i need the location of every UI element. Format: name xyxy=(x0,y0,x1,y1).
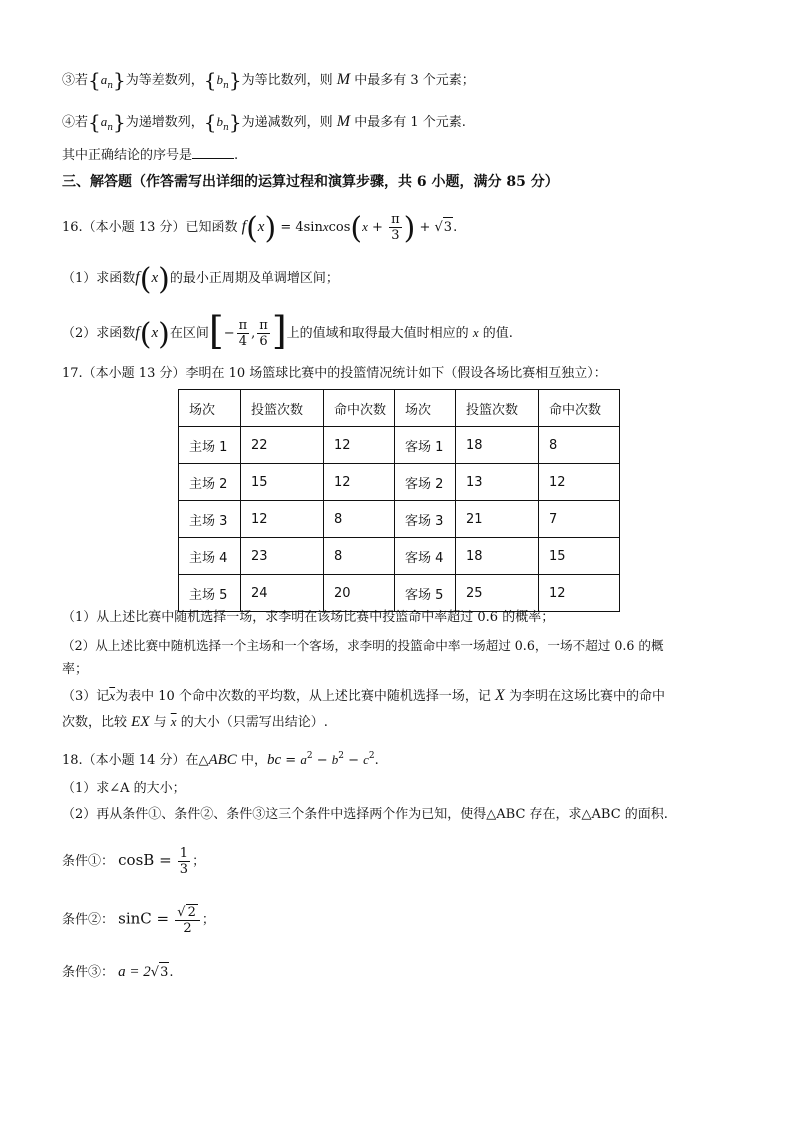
q17-part2-line1: （2）从上述比赛中随机选择一个主场和一个客场，求李明的投篮命中率一场超过 0.6，一场不超过 0.6 的概 xyxy=(62,638,664,653)
condition-1: 条件①： cosB = $\frac{1}{3}$ ； xyxy=(62,846,206,877)
table-cell: 12 xyxy=(324,464,395,501)
table-cell: 主场 1 xyxy=(179,427,241,464)
q17-part2-line2: 率； xyxy=(62,662,89,677)
q17-stem: 17.（本小题 13 分）李明在 10 场篮球比赛中的投篮情况统计如下（假设各场比赛相互独立）： xyxy=(62,366,607,381)
table-cell: 12 xyxy=(324,427,395,464)
table-header-cell: 场次 xyxy=(395,390,456,427)
table-cell: 12 xyxy=(241,501,324,538)
table-cell: 8 xyxy=(324,538,395,575)
table-cell: 客场 5 xyxy=(395,575,456,612)
table-cell: 18 xyxy=(456,538,539,575)
table-row xyxy=(179,427,620,464)
condition-3: 条件③： a = 2√3. xyxy=(62,962,174,983)
item-3: ③若$\{a_n\}$为等差数列，$\{b_n\}$为等比数列，则 M 中最多有 3 个元素； xyxy=(62,68,475,92)
table-row xyxy=(179,501,620,538)
q18-stem: 18.（本小题 14 分）在△ABC 中，bc = $a^2 - b^2 - c^2$. xyxy=(62,751,379,768)
table-header-cell: 场次 xyxy=(179,390,241,427)
table-header-cell: 命中次数 xyxy=(539,390,620,427)
table-cell: 23 xyxy=(241,538,324,575)
table-cell: 8 xyxy=(324,501,395,538)
table-cell: 主场 3 xyxy=(179,501,241,538)
table-cell: 客场 2 xyxy=(395,464,456,501)
table-cell: 18 xyxy=(456,427,539,464)
table-cell: 主场 5 xyxy=(179,575,241,612)
q16-part2: （2）求函数f(x)在区间[− $\frac{\pi}{4}$ , $\frac{\pi}{6}$ ]上的值域和取得最大值时相应的 x 的值. xyxy=(62,309,513,353)
q17-part3-line1: （3）记$\overline{x}$为表中 10 个命中次数的平均数，从上述比赛中随机选择一场，记 X 为李明在这场比赛中的命中 xyxy=(62,687,665,704)
section-heading: 三、解答题（作答需写出详细的运算过程和演算步骤，共 6 小题，满分 85 分） xyxy=(62,174,559,190)
table-cell: 20 xyxy=(324,575,395,612)
table-cell: 客场 4 xyxy=(395,538,456,575)
table-cell: 15 xyxy=(241,464,324,501)
table-header-cell: 投篮次数 xyxy=(241,390,324,427)
table-cell: 22 xyxy=(241,427,324,464)
item-4: ④若$\{a_n\}$为递增数列，$\{b_n\}$为递减数列，则 M 中最多有 1 个元素. xyxy=(62,110,466,134)
table-row xyxy=(179,538,620,575)
table-header-cell: 投篮次数 xyxy=(456,390,539,427)
table-cell: 21 xyxy=(456,501,539,538)
table-header-cell: 命中次数 xyxy=(324,390,395,427)
shooting-stats-table xyxy=(178,389,620,612)
table-cell: 25 xyxy=(456,575,539,612)
table-cell: 8 xyxy=(539,427,620,464)
table-cell: 客场 3 xyxy=(395,501,456,538)
answer-blank[interactable] xyxy=(192,158,234,159)
table-cell: 12 xyxy=(539,575,620,612)
table-cell: 24 xyxy=(241,575,324,612)
q18-part2: （2）再从条件①、条件②、条件③这三个条件中选择两个作为已知，使得△ABC 存在，求△ABC 的面积. xyxy=(62,807,668,822)
conclusion-line: 其中正确结论的序号是 . xyxy=(62,148,239,163)
q17-part3-line2: 次数，比较 EX 与 $\overline{x}$ 的大小（只需写出结论）. xyxy=(62,714,328,730)
table-row xyxy=(179,464,620,501)
q17-part1: （1）从上述比赛中随机选择一场，求李明在该场比赛中投篮命中率超过 0.6 的概率； xyxy=(62,610,555,625)
condition-2: 条件②： sinC = $\frac{√ 2}{2}$ ； xyxy=(62,905,215,936)
table-cell: 12 xyxy=(539,464,620,501)
q16-part1: （1）求函数f(x)的最小正周期及单调增区间； xyxy=(62,262,339,297)
table-cell: 7 xyxy=(539,501,620,538)
q16-stem: 16.（本小题 13 分）已知函数 f(x) = 4sinxcos(x + $\frac{\pi}{3}$ ) + √3. xyxy=(62,211,458,246)
table-cell: 13 xyxy=(456,464,539,501)
table-cell: 主场 2 xyxy=(179,464,241,501)
table-cell: 客场 1 xyxy=(395,427,456,464)
table-cell: 15 xyxy=(539,538,620,575)
table-cell: 主场 4 xyxy=(179,538,241,575)
table-row xyxy=(179,575,620,612)
table-header-row xyxy=(179,390,620,427)
q18-part1: （1）求∠A 的大小； xyxy=(62,781,186,796)
